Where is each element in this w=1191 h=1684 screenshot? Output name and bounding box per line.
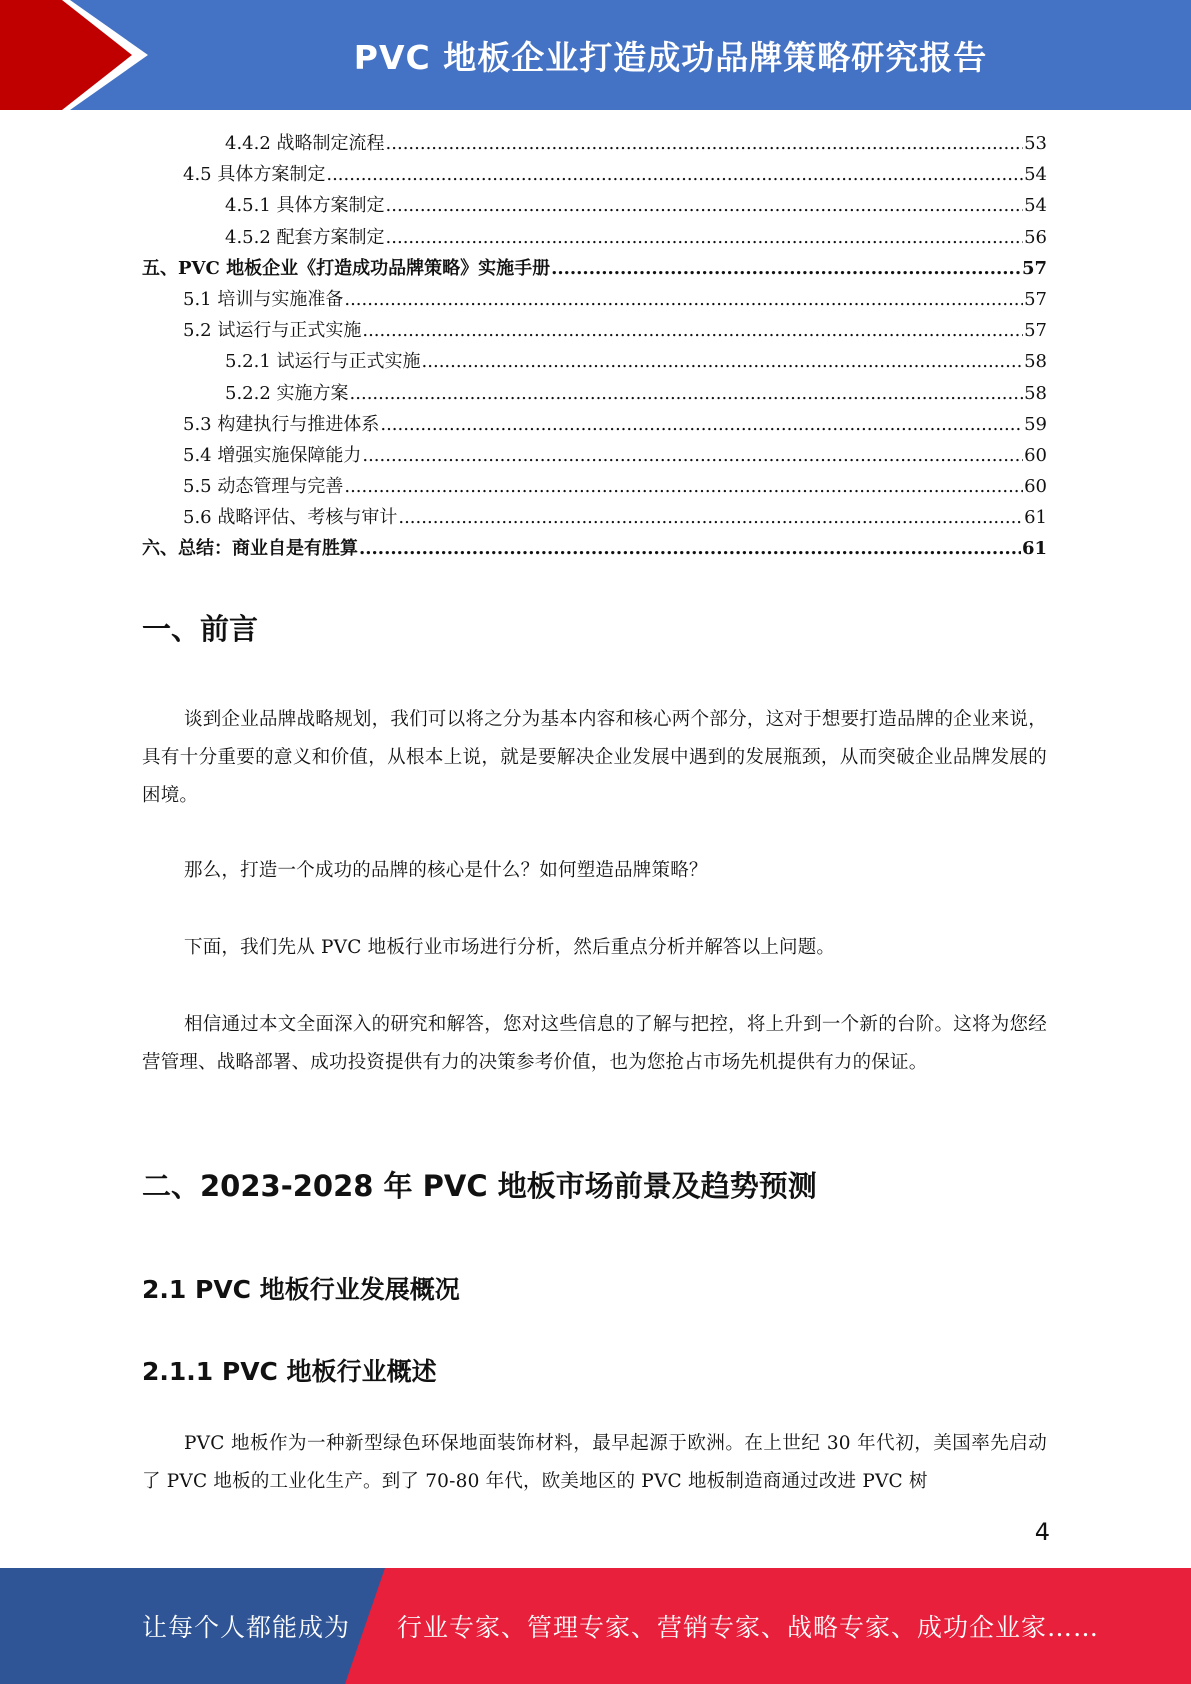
toc-entry[interactable] bbox=[142, 190, 1047, 221]
toc-entry-page: 60 bbox=[1024, 444, 1047, 466]
toc-entry[interactable] bbox=[142, 378, 1047, 409]
footer-banner bbox=[0, 1568, 1191, 1684]
toc-entry[interactable] bbox=[142, 315, 1047, 346]
footer-slogan-left: 让每个人都能成为 bbox=[142, 1613, 351, 1642]
toc-leader-dots bbox=[386, 128, 1024, 159]
toc-leader-dots bbox=[362, 440, 1023, 471]
paragraph: 谈到企业品牌战略规划，我们可以将之分为基本内容和核心两个部分，这对于想要打造品牌的企业来说，具有十分重要的意义和价值，从根本上说，就是要解决企业发展中遇到的发展瓶颈，从而突破企业品牌发展的困境。 bbox=[142, 709, 1047, 806]
toc-leader-dots bbox=[350, 378, 1024, 409]
toc-entry-label: 4.5 具体方案制定 bbox=[183, 164, 326, 186]
toc-entry[interactable] bbox=[142, 409, 1047, 440]
toc-entry-page: 54 bbox=[1024, 164, 1047, 186]
toc-leader-dots bbox=[386, 222, 1024, 253]
toc-entry-page: 57 bbox=[1024, 320, 1047, 342]
toc-entry-page: 57 bbox=[1024, 288, 1047, 310]
toc-entry-page: 57 bbox=[1021, 257, 1047, 279]
toc-entry-page: 61 bbox=[1021, 538, 1047, 560]
toc-entry-page: 60 bbox=[1024, 476, 1047, 498]
toc-entry-label: 5.4 增强实施保障能力 bbox=[183, 444, 362, 466]
toc-leader-dots bbox=[326, 159, 1023, 190]
toc-leader-dots bbox=[398, 502, 1023, 533]
toc-entry-page: 54 bbox=[1024, 195, 1047, 217]
subsection-heading: 2.1.1 PVC 地板行业概述 bbox=[142, 1357, 437, 1386]
header-banner bbox=[0, 0, 1191, 110]
toc-leader-dots bbox=[551, 253, 1021, 284]
toc-leader-dots bbox=[380, 409, 1023, 440]
toc-entry-label: 六、总结：商业自是有胜算 bbox=[142, 538, 358, 560]
section-heading-market: 二、2023-2028 年 PVC 地板市场前景及趋势预测 bbox=[142, 1169, 817, 1203]
toc-leader-dots bbox=[362, 315, 1023, 346]
toc-leader-dots bbox=[386, 190, 1024, 221]
toc-entry-page: 58 bbox=[1024, 351, 1047, 373]
toc-entry-label: 4.5.2 配套方案制定 bbox=[225, 226, 385, 248]
toc-entry[interactable] bbox=[142, 502, 1047, 533]
toc-entry-label: 5.5 动态管理与完善 bbox=[183, 476, 344, 498]
toc-leader-dots bbox=[344, 284, 1023, 315]
toc-entry-label: 4.4.2 战略制定流程 bbox=[225, 133, 385, 154]
toc-entry-page: 59 bbox=[1024, 413, 1047, 435]
toc-entry-label: 5.2 试运行与正式实施 bbox=[183, 320, 362, 342]
paragraph: 那么，打造一个成功的品牌的核心是什么？如何塑造品牌策略？ bbox=[184, 860, 708, 881]
toc-entry-label: 5.2.1 试运行与正式实施 bbox=[225, 351, 421, 373]
toc-entry-label: 五、PVC 地板企业《打造成功品牌策略》实施手册 bbox=[142, 257, 551, 279]
toc-entry-page: 61 bbox=[1024, 507, 1047, 529]
toc-entry[interactable] bbox=[142, 159, 1047, 190]
toc-entry-label: 5.6 战略评估、考核与审计 bbox=[183, 507, 398, 529]
table-of-contents bbox=[142, 128, 1047, 565]
header-title: PVC 地板企业打造成功品牌策略研究报告 bbox=[353, 37, 988, 77]
toc-entry-label: 5.1 培训与实施准备 bbox=[183, 288, 344, 310]
toc-entry[interactable] bbox=[142, 253, 1047, 284]
paragraph: 下面，我们先从 PVC 地板行业市场进行分析，然后重点分析并解答以上问题。 bbox=[184, 937, 836, 958]
toc-entry-label: 5.2.2 实施方案 bbox=[225, 382, 349, 404]
toc-leader-dots bbox=[344, 471, 1023, 502]
toc-entry[interactable] bbox=[142, 128, 1047, 159]
paragraph: 相信通过本文全面深入的研究和解答，您对这些信息的了解与把控，将上升到一个新的台阶。这将为您经营管理、战略部署、成功投资提供有力的决策参考价值，也为您抢占市场先机提供有力的保证。 bbox=[142, 1014, 1047, 1073]
page-number: 4 bbox=[1034, 1518, 1050, 1546]
toc-entry-label: 4.5.1 具体方案制定 bbox=[225, 195, 385, 217]
toc-entry-label: 5.3 构建执行与推进体系 bbox=[183, 413, 380, 435]
footer-slogan-right: 行业专家、管理专家、营销专家、战略专家、成功企业家…… bbox=[397, 1613, 1100, 1642]
subsection-heading: 2.1 PVC 地板行业发展概况 bbox=[142, 1275, 460, 1304]
toc-entry[interactable] bbox=[142, 533, 1047, 564]
toc-entry[interactable] bbox=[142, 346, 1047, 377]
toc-entry-page: 56 bbox=[1024, 226, 1047, 248]
toc-entry[interactable] bbox=[142, 440, 1047, 471]
toc-entry[interactable] bbox=[142, 284, 1047, 315]
toc-entry-page: 58 bbox=[1024, 382, 1047, 404]
paragraph: PVC 地板作为一种新型绿色环保地面装饰材料，最早起源于欧洲。在上世纪 30 年代初，美国率先启动了 PVC 地板的工业化生产。到了 70-80 年代，欧美地区的 PVC 地板制造商通过改进 PVC 树 bbox=[142, 1433, 1047, 1492]
toc-leader-dots bbox=[359, 533, 1021, 564]
toc-entry[interactable] bbox=[142, 222, 1047, 253]
toc-entry[interactable] bbox=[142, 471, 1047, 502]
section-heading-preface: 一、前言 bbox=[142, 612, 259, 646]
toc-leader-dots bbox=[422, 346, 1024, 377]
toc-entry-page: 53 bbox=[1024, 133, 1047, 154]
